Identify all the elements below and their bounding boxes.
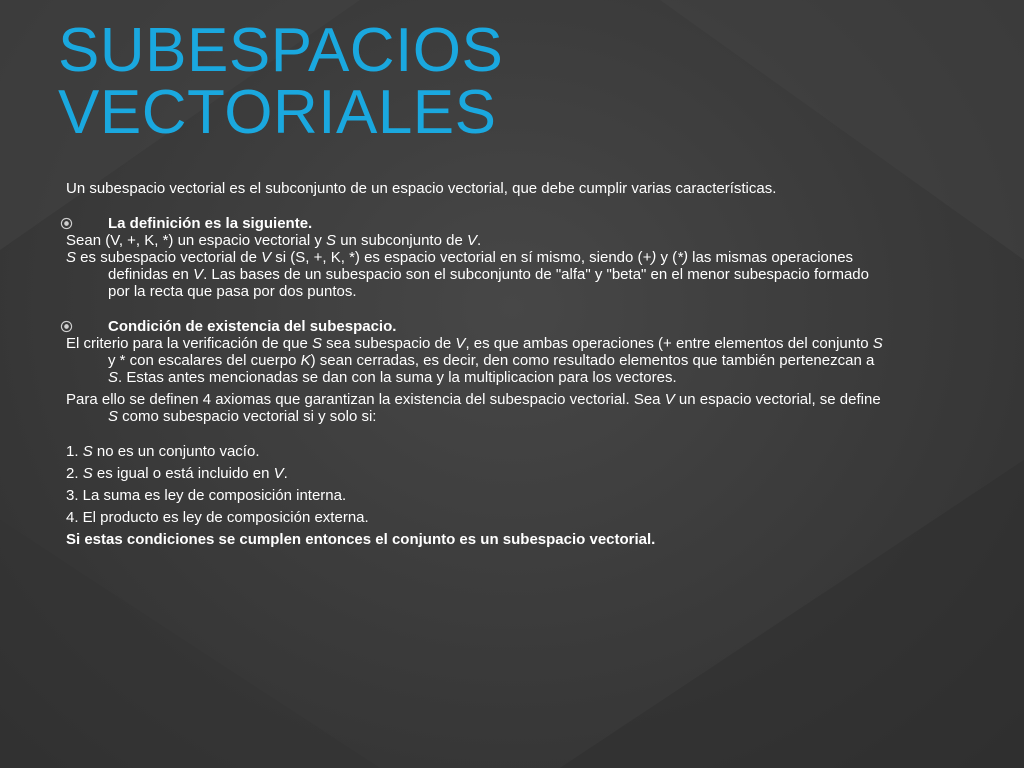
- axioms-intro-paragraph: Para ello se definen 4 axiomas que garantizan la existencia del subespacio vectorial. Sea V un espacio vectorial, se define S como subespacio vectorial si y solo si:: [66, 391, 881, 425]
- definition-line-1: Sean (V, +, K, *) un espacio vectorial y S un subconjunto de V.: [66, 232, 482, 249]
- criterion-paragraph: El criterio para la verificación de que S sea subespacio de V, es que ambas operaciones (+ entre elementos del conjunto S y * con escalares del cuerpo K) sean cerradas, es decir, den como resultado elementos que también pertenezcan a S. Estas antes mencionadas se dan con la suma y la multiplicacion para los vectores.: [66, 335, 883, 386]
- intro-paragraph: Un subespacio vectorial es el subconjunto de un espacio vectorial, que debe cumplir varias características.: [66, 180, 777, 197]
- definition-paragraph: S es subespacio vectorial de V si (S, +, K, *) es espacio vectorial en sí mismo, siendo (+) y (*) las mismas operaciones definidas en V. Las bases de un subespacio son el subconjunto de "alfa" y "beta" en el menor subespacio formado por la recta que pasa por dos puntos.: [66, 249, 869, 300]
- axiom-2: 2. S es igual o está incluido en V.: [66, 465, 288, 482]
- title-line-1: SUBESPACIOS: [58, 16, 504, 85]
- conclusion-text: Si estas condiciones se cumplen entonces el conjunto es un subespacio vectorial.: [66, 531, 656, 548]
- slide-title: [58, 16, 958, 147]
- section-definition-heading: [66, 215, 886, 232]
- slide-body: [66, 180, 886, 548]
- target-bullet-icon: [60, 320, 73, 333]
- axiom-4: 4. El producto es ley de composición externa.: [66, 509, 369, 526]
- axiom-3: 3. La suma es ley de composición interna.: [66, 487, 347, 504]
- axiom-1: 1. S no es un conjunto vacío.: [66, 443, 260, 460]
- title-line-2: VECTORIALES: [58, 78, 497, 147]
- target-bullet-icon: [60, 217, 73, 230]
- condition-heading-text: Condición de existencia del subespacio.: [108, 318, 397, 335]
- section-condition-heading: [66, 318, 886, 335]
- definition-heading-text: La definición es la siguiente.: [108, 215, 313, 232]
